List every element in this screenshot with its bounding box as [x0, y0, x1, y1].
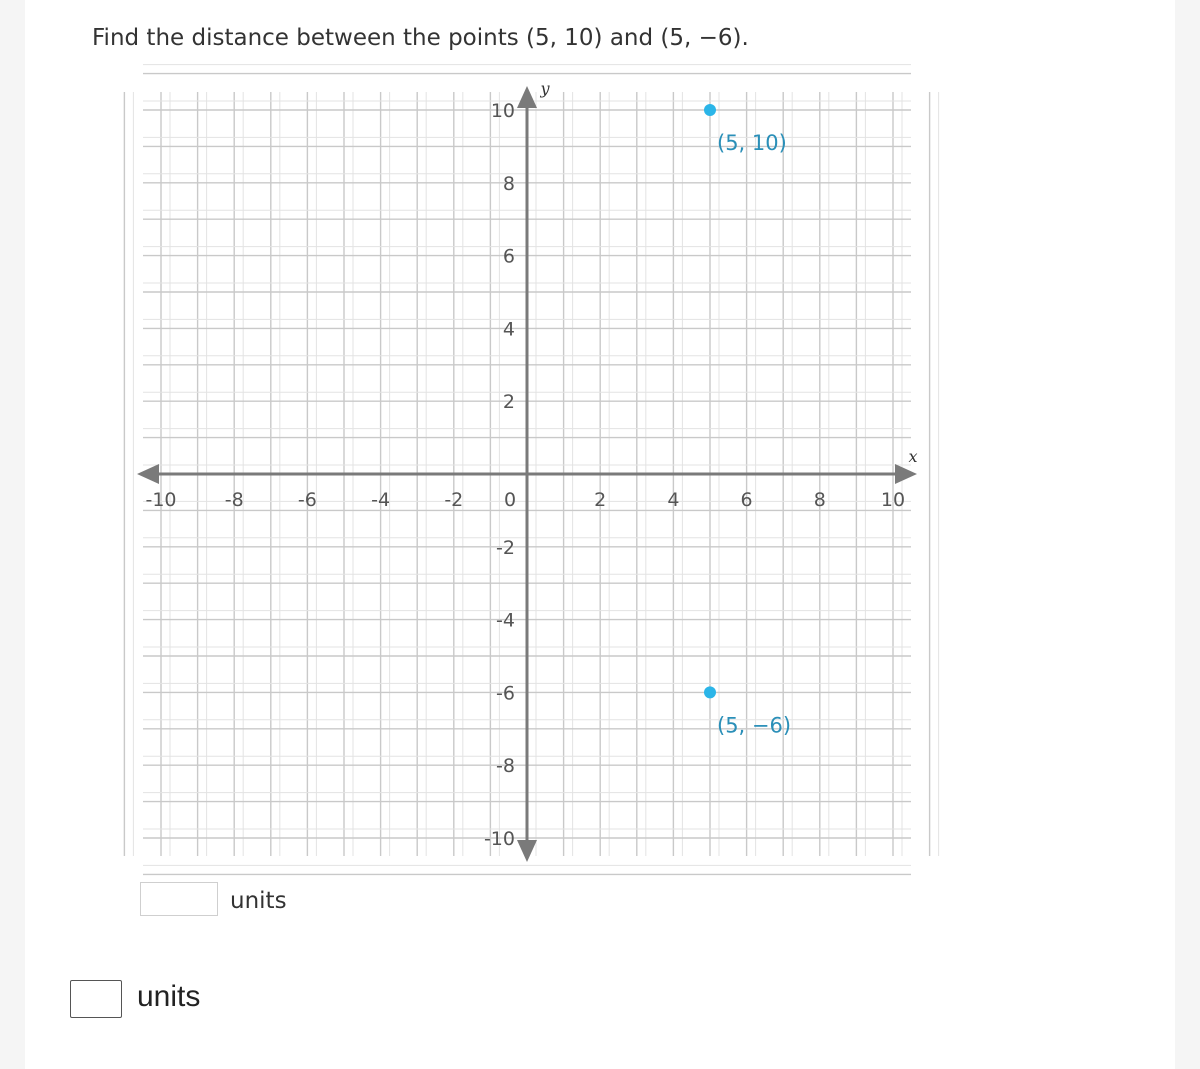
y-tick-label: 2 — [502, 391, 515, 414]
distance-answer-input[interactable] — [140, 882, 218, 916]
plotted-points — [704, 104, 791, 737]
grid-lines — [124, 65, 938, 875]
y-axis-arrow-down — [517, 840, 537, 862]
x-tick-label: 10 — [880, 489, 906, 511]
units-label-2: units — [137, 980, 201, 1013]
plotted-point — [704, 686, 716, 698]
x-tick-label: -2 — [444, 489, 464, 511]
y-tick-label: -4 — [496, 609, 515, 632]
point-label: (5, 10) — [717, 131, 787, 155]
question-text: Find the distance between the points (5, 10) and (5, −6). — [92, 25, 749, 51]
x-tick-label: -10 — [145, 489, 177, 511]
x-tick-label: -6 — [297, 489, 317, 511]
x-tick-label: 2 — [594, 489, 607, 511]
point-label: (5, −6) — [717, 713, 792, 738]
x-axis-label: x — [908, 447, 918, 466]
units-label: units — [230, 888, 287, 914]
y-tick-label: -10 — [483, 828, 515, 850]
y-tick-label: -8 — [496, 755, 515, 778]
x-tick-label: 0 — [503, 489, 517, 511]
x-tick-label: 8 — [813, 489, 826, 511]
y-axis-label: y — [540, 79, 550, 98]
x-axis-arrow-right — [895, 464, 917, 484]
x-tick-label: -8 — [224, 489, 244, 511]
y-tick-label: 10 — [490, 100, 515, 122]
y-tick-label: 6 — [502, 245, 515, 268]
axes — [137, 86, 917, 862]
x-tick-label: 6 — [740, 489, 753, 511]
y-tick-label: 8 — [502, 172, 515, 195]
x-tick-label: 4 — [667, 489, 680, 511]
x-axis-arrow-left — [137, 464, 159, 484]
plotted-point — [704, 104, 716, 116]
y-tick-label: 4 — [502, 318, 515, 341]
y-tick-label: -6 — [496, 682, 515, 705]
x-tick-label: -4 — [371, 489, 391, 511]
y-axis-arrow-up — [517, 86, 537, 108]
distance-answer-input-2[interactable] — [70, 980, 122, 1018]
y-tick-label: -2 — [496, 536, 515, 559]
